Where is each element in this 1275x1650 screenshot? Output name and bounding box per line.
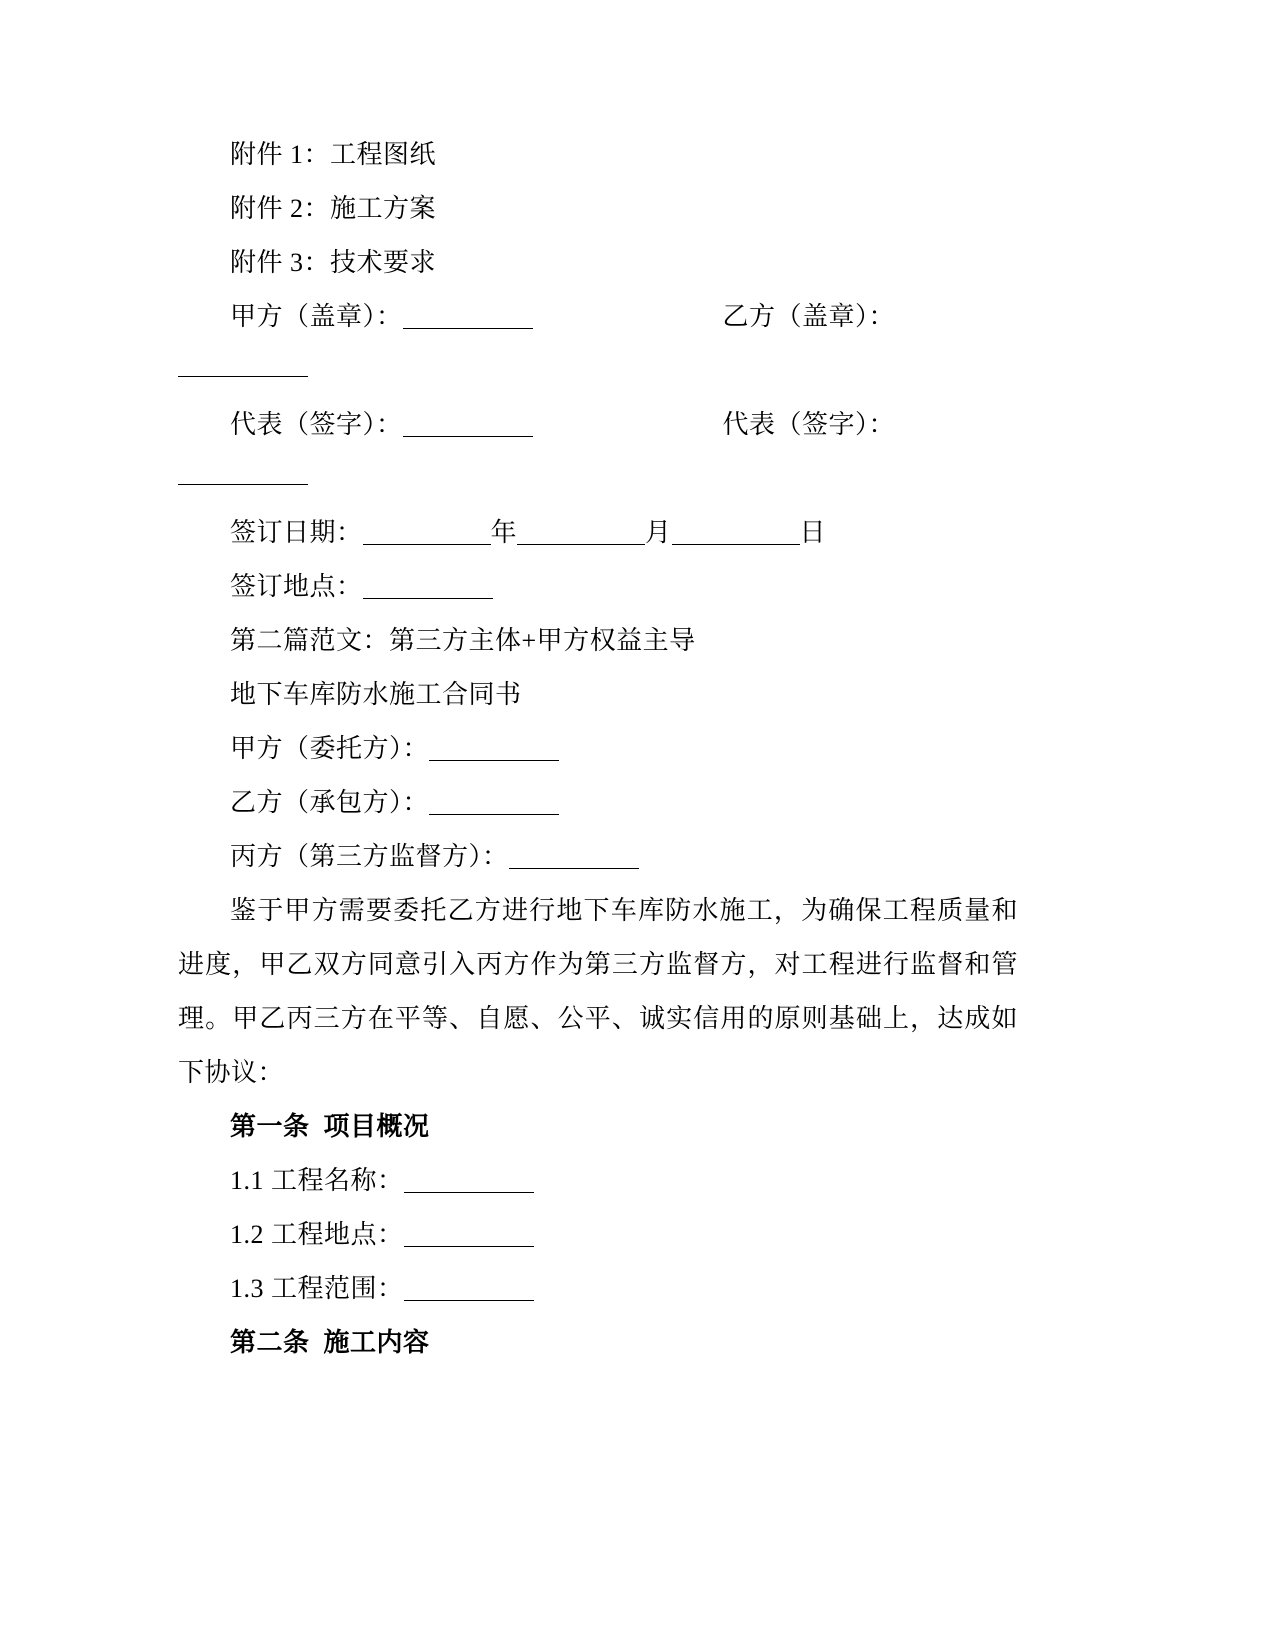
sign-date-month-unit: 月 bbox=[645, 518, 672, 547]
project-name-blank[interactable] bbox=[404, 1166, 534, 1193]
party-b-rep-blank-wrap bbox=[178, 446, 1018, 500]
party-a-blank[interactable] bbox=[429, 734, 559, 761]
contract-title: 地下车库防水施工合同书 bbox=[230, 680, 522, 709]
project-scope-blank[interactable] bbox=[404, 1274, 534, 1301]
project-scope-label: 1.3 工程范围： bbox=[230, 1274, 404, 1303]
party-b-label: 乙方（承包方）： bbox=[230, 788, 430, 817]
article-one-item-2 bbox=[178, 1208, 1018, 1262]
party-c-blank[interactable] bbox=[509, 842, 639, 869]
party-b-rep-blank[interactable] bbox=[178, 458, 308, 485]
article-one-item-3 bbox=[178, 1262, 1018, 1316]
party-b-seal-blank[interactable] bbox=[178, 350, 308, 377]
party-a-row bbox=[178, 722, 1018, 776]
document-content bbox=[178, 128, 1018, 1370]
party-a-label: 甲方（委托方）： bbox=[230, 734, 430, 763]
party-b-row bbox=[178, 776, 1018, 830]
project-name-label: 1.1 工程名称： bbox=[230, 1166, 404, 1195]
article-one-heading: 第一条 项目概况 bbox=[230, 1112, 430, 1141]
party-b-blank[interactable] bbox=[429, 788, 559, 815]
article-two-heading: 第二条 施工内容 bbox=[230, 1328, 430, 1357]
seal-signature-row bbox=[178, 290, 1018, 344]
project-location-label: 1.2 工程地点： bbox=[230, 1220, 404, 1249]
representative-signature-row bbox=[178, 398, 1018, 452]
sign-place-row bbox=[178, 560, 1018, 614]
party-a-seal-blank[interactable] bbox=[403, 302, 533, 329]
sign-date-day-blank[interactable] bbox=[672, 518, 800, 545]
sign-date-year-blank[interactable] bbox=[363, 518, 491, 545]
attachment-item-3: 附件 3：技术要求 bbox=[230, 248, 437, 277]
sign-date-day-unit: 日 bbox=[799, 518, 827, 547]
sign-place-label: 签订地点： bbox=[230, 572, 363, 601]
sign-place-blank[interactable] bbox=[363, 572, 493, 599]
party-b-seal-blank-wrap bbox=[178, 338, 1018, 392]
party-a-seal-label: 甲方（盖章）： bbox=[230, 302, 403, 331]
party-c-row bbox=[178, 830, 1018, 884]
party-a-rep-blank[interactable] bbox=[403, 410, 533, 437]
project-location-blank[interactable] bbox=[404, 1220, 534, 1247]
party-a-rep-label: 代表（签字）： bbox=[230, 410, 403, 439]
party-b-rep-label: 代表（签字）： bbox=[722, 410, 896, 439]
attachment-item-2: 附件 2：施工方案 bbox=[230, 194, 437, 223]
second-sample-heading: 第二篇范文：第三方主体+甲方权益主导 bbox=[230, 626, 696, 655]
article-one-item-1 bbox=[178, 1154, 1018, 1208]
party-c-label: 丙方（第三方监督方）： bbox=[230, 842, 509, 871]
preamble-paragraph: 鉴于甲方需要委托乙方进行地下车库防水施工，为确保工程质量和进度，甲乙双方同意引入丙方作为第三方监督方，对工程进行监督和管理。甲乙丙三方在平等、自愿、公平、诚实信用的原则基础上，达成如下协议： bbox=[178, 896, 1018, 1087]
party-b-seal-label: 乙方（盖章）： bbox=[722, 302, 896, 331]
attachment-item-1: 附件 1：工程图纸 bbox=[230, 140, 437, 169]
sign-date-year-unit: 年 bbox=[490, 518, 518, 547]
sign-date-month-blank[interactable] bbox=[517, 518, 645, 545]
sign-date-label: 签订日期： bbox=[230, 518, 363, 547]
sign-date-row bbox=[178, 506, 1018, 560]
